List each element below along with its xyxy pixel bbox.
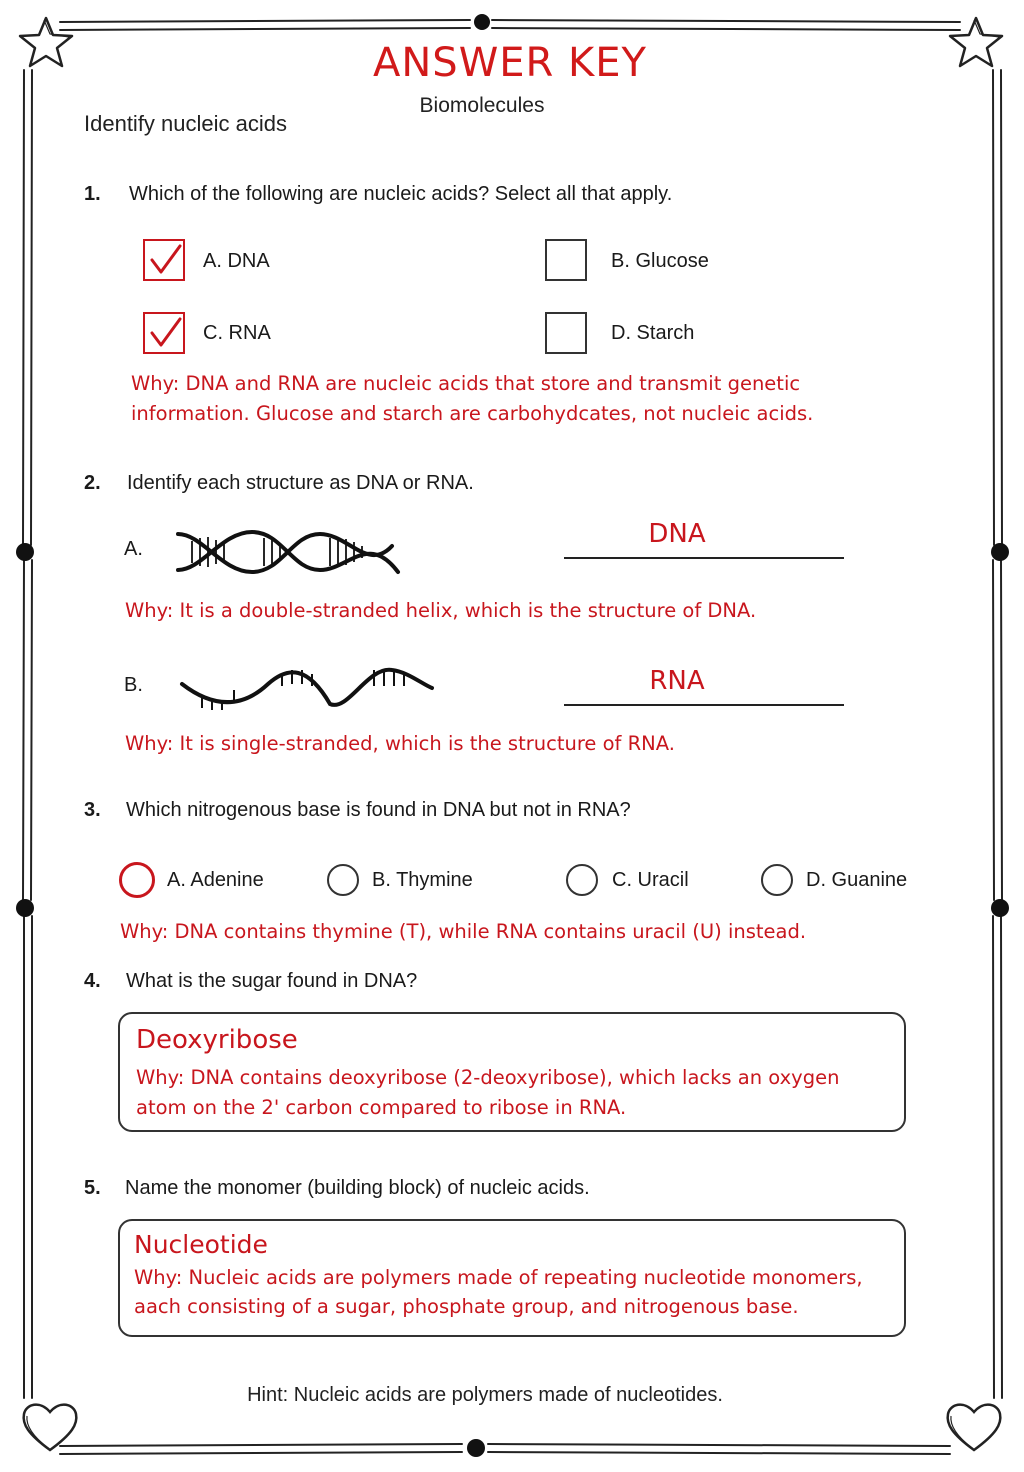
explanation-text: information. Glucose and starch are carbohydcates, not nucleic acids. [131,402,814,425]
option-label: A. DNA [203,250,270,272]
explanation-text: Why: It is single-stranded, which is the structure of RNA. [125,732,675,755]
explanation-text: Why: DNA contains deoxyribose (2-deoxyribose), which lacks an oxygen [136,1066,840,1089]
explanation-text: Why: DNA and RNA are nucleic acids that store and transmit genetic [131,372,801,395]
question-text: Name the monomer (building block) of nucleic acids. [125,1177,590,1199]
checkbox-glucose[interactable] [545,239,587,281]
answer-text: RNA [649,666,705,696]
answer-line [564,704,844,706]
explanation-text: Why: Nucleic acids are polymers made of repeating nucleotide monomers, [134,1266,863,1289]
option-label: C. RNA [203,322,271,344]
option-label: A. Adenine [167,869,264,891]
structure-label: B. [124,674,143,696]
option-label: B. Glucose [611,250,709,272]
answer-text: Nucleotide [134,1230,268,1259]
question-text: Which nitrogenous base is found in DNA but not in RNA? [126,799,631,821]
instruction-text: Identify nucleic acids [84,111,287,136]
checkbox-starch[interactable] [545,312,587,354]
answer-text: DNA [648,519,706,549]
checkmark-icon [146,242,184,280]
hint-text: Hint: Nucleic acids are polymers made of nucleotides. [247,1384,723,1406]
checkbox-rna[interactable] [143,312,185,354]
radio-uracil[interactable] [566,864,598,896]
question-number: 3. [84,799,101,821]
option-label: D. Starch [611,322,695,344]
page-subtitle: Biomolecules [419,94,545,117]
explanation-text: atom on the 2' carbon compared to ribose in RNA. [136,1096,627,1119]
answer-text: Deoxyribose [136,1025,298,1055]
structure-label: A. [124,538,143,560]
question-text: Identify each structure as DNA or RNA. [127,472,474,494]
question-text: Which of the following are nucleic acids? Select all that apply. [129,183,673,205]
question-number: 2. [84,472,101,494]
page-title: ANSWER KEY [373,40,647,86]
explanation-text: Why: It is a double-stranded helix, which is the structure of DNA. [125,599,757,622]
radio-adenine[interactable] [119,862,155,898]
explanation-text: aach consisting of a sugar, phosphate group, and nitrogenous base. [134,1295,799,1318]
question-number: 1. [84,183,101,205]
answer-line [564,557,844,559]
radio-thymine[interactable] [327,864,359,896]
explanation-text: Why: DNA contains thymine (T), while RNA contains uracil (U) instead. [120,920,807,943]
option-label: B. Thymine [372,869,473,891]
rna-single-strand-icon [178,664,436,716]
question-text: What is the sugar found in DNA? [126,970,418,992]
question-number: 5. [84,1177,101,1199]
checkmark-icon [146,315,184,353]
option-label: D. Guanine [806,869,908,891]
dna-double-helix-icon [172,524,404,580]
option-label: C. Uracil [612,869,689,891]
checkbox-dna[interactable] [143,239,185,281]
radio-guanine[interactable] [761,864,793,896]
question-number: 4. [84,970,101,992]
